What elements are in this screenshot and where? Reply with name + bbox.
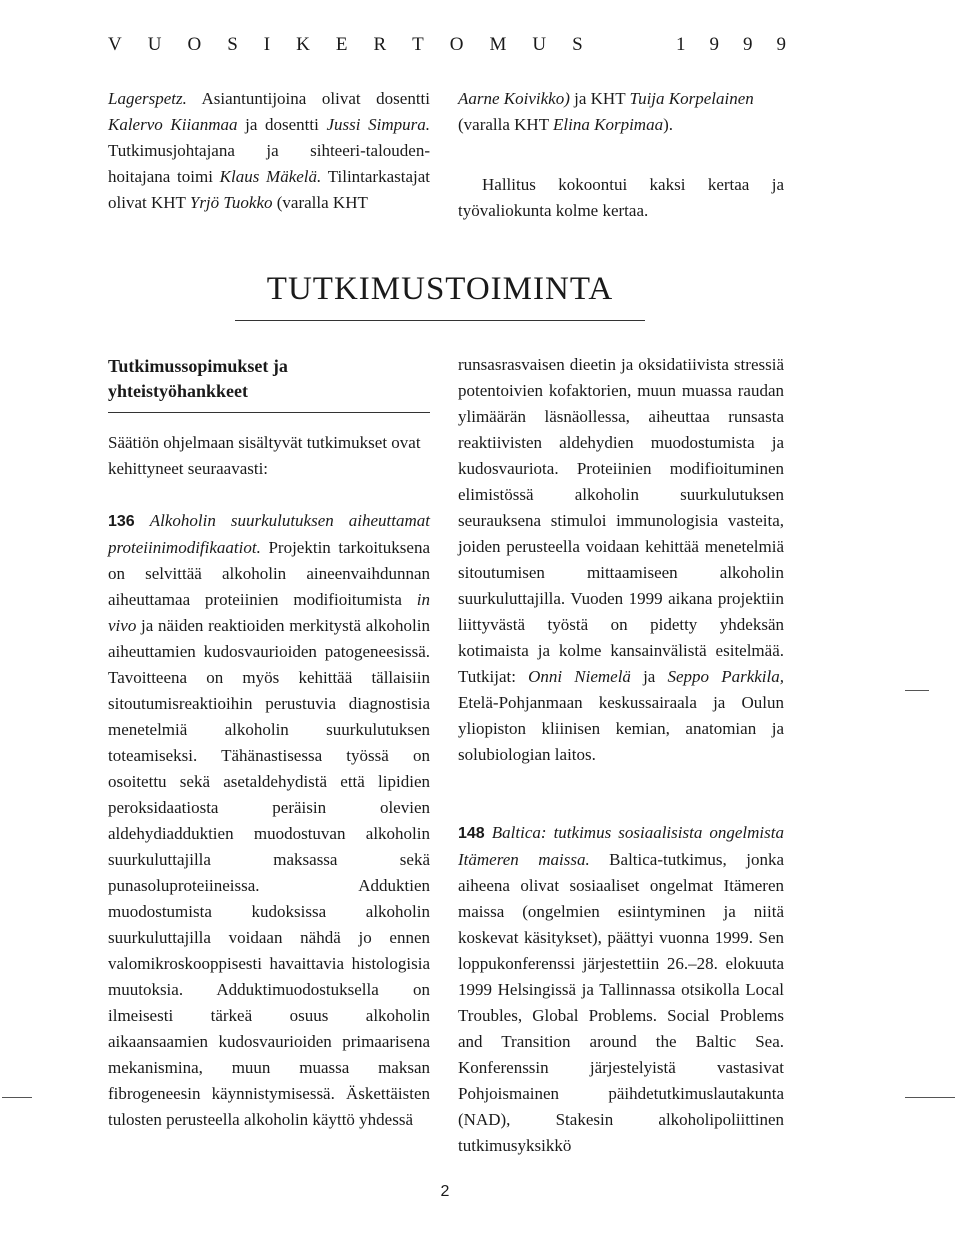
meetings-text: Hallitus kokoontui kaksi kertaa ja työvaliokunta kolme kertaa.: [458, 175, 784, 220]
project-number: 148: [458, 825, 485, 842]
running-title-letter: T: [412, 34, 426, 55]
person-name: Kalervo Kiianmaa: [108, 115, 238, 134]
paragraph-text: ja näiden reaktioiden merkitystä alkoholin aiheuttamien kudosvaurioiden patogeneesissä. Tavoitteena on myös kehittää tällaisiin sitoutumisreaktioihin perustuvia diagnostisia menetelmiä alkoholin suurkulutuksen toteamiseksi. Tähänastisessa työssä on osoitettu sekä asetaldehydistä että lipidien peroksidaatiosta peräisin olevien aldehydiadduktien muodostuvan alkoholin suurkuluttajilla maksassa sekä punasoluproteiineissa. Adduktien muodostumista kudoksissa alkoholin suurkuluttajilla voidaan nähdä jo ennen valomikroskooppisesti havaittavia histologisia muutoksia. Adduktimuodostuksella on ilmeisesti tärkeä osuus alkoholin aikaansaamien kudosvaurioiden primaarisena mekanismina, muun muassa maksan fibrogeneesin käynnistymisessä. Äskettäisten tulosten perusteella alkoholin käyttö yhdessä: [108, 616, 430, 1129]
intro-paragraph: [108, 430, 430, 482]
project-136-paragraph: [108, 508, 430, 1133]
running-title-letter: U: [147, 34, 164, 55]
project-148-paragraph: [458, 820, 784, 1159]
running-title-letter: U: [532, 34, 549, 55]
person-name: Klaus Mäkelä.: [219, 167, 322, 186]
intro-text: Säätiön ohjelmaan sisältyvät tutkimukset ovat kehittyneet seuraavasti:: [108, 433, 421, 478]
person-name: Lagerspetz.: [108, 89, 187, 108]
margin-mark: [905, 1097, 955, 1098]
running-header: [108, 34, 788, 56]
subheading: Tutkimussopimukset ja yhteistyöhankkeet: [108, 356, 288, 401]
paragraph-text: Baltica-tutkimus, jonka aiheena olivat sosiaaliset ongelmat Itämeren maissa (ongelmien esiintyminen ja niitä koskevat käsitykset), päättyi vuonna 1999. Sen loppukonferenssi järjestettiin 26.–28. elokuuta 1999 Helsingissä ja Tallinnassa otsikolla Local Troubles, Global Problems. Social Problems and Transition around the Baltic Sea. Konferenssin järjestelyistä vastasivat Pohjoismainen päihdetutkimuslautakunta (NAD), Stakesin alkoholipoliittinen tutkimusyksikkö: [458, 850, 784, 1155]
margin-mark: [2, 1097, 32, 1098]
column1-top-paragraph: [108, 86, 430, 216]
project-title: Alkoholin suurkulutuksen aiheuttamat proteiinimodifikaatiot.: [108, 511, 430, 557]
column2-top-paragraph: [458, 86, 784, 138]
person-name: Yrjö Tuokko: [189, 193, 273, 212]
subheading-divider: [108, 412, 430, 413]
person-name: Onni Niemelä: [528, 667, 631, 686]
running-year-digit: 1: [676, 34, 688, 55]
person-name: Jussi Simpura.: [326, 115, 430, 134]
paragraph-text: Etelä-Pohjanmaan keskussairaala ja Oulun yliopiston kliinisen kemian, anatomian ja solubiologian laitos.: [458, 693, 784, 764]
project-136-continuation: [458, 352, 784, 768]
person-name: Aarne Koivikko): [458, 89, 570, 108]
running-title-letter: K: [296, 34, 312, 55]
meetings-paragraph: [458, 172, 784, 224]
running-year-digit: 9: [776, 34, 788, 55]
page-number: 2: [440, 1183, 450, 1200]
paragraph-text: runsasrasvaisen dieetin ja oksidatiivista stressiä potentoivien kofaktorien, muun muassa raudan ylimäärän läsnäollessa, aiheuttaa runsasta reaktiivisten aldehydien muodostumista ja kudosvauriota. Proteiinien modifioituminen elimistössä alkoholin suurkulutuksen seurauksena stimuloi immunologisia vasteita, joiden perusteella voidaan kehittää menetelmiä sitoutumisen mittaamiseen alkoholin suurkuluttajilla. Vuoden 1999 aikana projektiin liittyvästä työstä on pidetty yhdeksän kotimaista ja kolme kansainvälistä esitelmää. Tutkijat:: [458, 355, 784, 686]
paragraph-text: (varalla KHT: [272, 193, 368, 212]
running-year-digit: 9: [743, 34, 755, 55]
paragraph-text: Projektin tarkoituksena on selvittää alkoholin aineenvaihdunnan aiheuttamaa proteiinien modifioitumista: [108, 538, 430, 609]
running-title-letter: O: [187, 34, 204, 55]
running-title-letter: S: [227, 34, 240, 55]
person-name: Seppo Parkkila,: [667, 667, 784, 686]
section-title: TUTKIMUSTOIMINTA: [266, 271, 614, 307]
paragraph-text: Asiantuntijoina olivat dosentti: [186, 89, 430, 108]
paragraph-text: Tutkimusjohtajana ja sihteeri-talouden-hoitajana toimi: [108, 141, 430, 186]
margin-mark: [905, 690, 929, 691]
running-year-digit: 9: [709, 34, 721, 55]
latin-term: in vivo: [108, 590, 430, 635]
running-title-letter: V: [108, 34, 124, 55]
running-title-letter: O: [449, 34, 466, 55]
running-title-letter: R: [373, 34, 389, 55]
project-title: Baltica: tutkimus sosiaalisista ongelmista Itämeren maissa.: [458, 823, 784, 869]
paragraph-text: (varalla KHT: [458, 115, 554, 134]
running-title: [108, 34, 585, 56]
person-name: Tuija Korpelainen: [629, 89, 754, 108]
paragraph-text: ja: [630, 667, 668, 686]
running-title-letter: E: [335, 34, 350, 55]
running-title-letter: S: [572, 34, 585, 55]
running-title-letter: I: [263, 34, 273, 55]
person-name: Elina Korpimaa: [553, 115, 664, 134]
paragraph-text: Tilintarkastajat olivat KHT: [108, 167, 431, 212]
running-year: [676, 34, 788, 56]
project-number: 136: [108, 513, 135, 530]
paragraph-text: ja dosentti: [237, 115, 327, 134]
paragraph-text: ).: [663, 115, 674, 134]
running-title-letter: M: [489, 34, 509, 55]
section-divider: [235, 320, 645, 321]
paragraph-text: ja KHT: [569, 89, 630, 108]
